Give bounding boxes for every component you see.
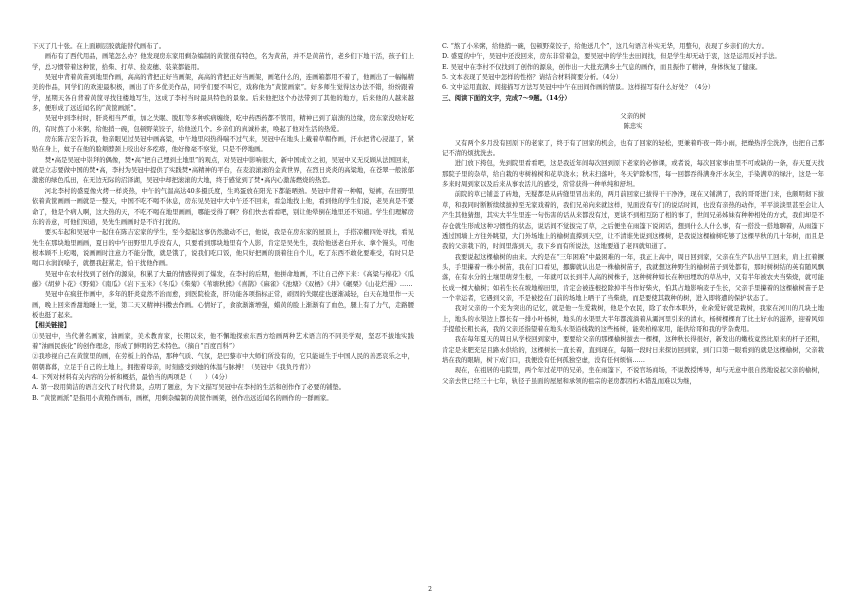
article-para-3: 前院的草已铺盖了砖地，无疑都是从砖缝里冒出来的，两月前回家已拔得干干净净，现在又铺满了，我的哥哥进门来，也颇明彻下拔草，和我同时断断续续拔掉至无家戏着的，我们兄弟向来就这样，见面没有专门的说话时间，也没有亲热的动作，平平淡淡里甚至会让人产生其他猜想，其实大半生里连一句伤害的话从来都没有过，更谈不到相互防了相的事了，世间兄弟姊妹有种种相处的方式，我们却是不存仓就生形成这种习惯性的状态，说话间不觉拔完了草，之后便坐在雨篷下说闲话，想到什么人什么事，有一搭没一搭地聊着，从雨篷下透过国墙上方往外眺望，大门外场地上的榆树直撑到天空，让不清谁先说到这棵树，是我说这棵榆树吃够了这棵早秋的几十年树，而且是我的父亲栽下的，时间里落到天，我下乡而有所说法，这地要通了老四就知道了。 <box>442 191 824 251</box>
left-para-2: 吴冠中背着黄苗到地里作画，高高的背把正好当画架，高高的背把正好当画架，画笔什么的，连画箱都用不着了，他画出了一幅幅精美的作品，同学们的欢迎最积极，画出了许多优美作品，同学们要不叫它，戏称他为“黄筐画家”。好多师生觉得这办法不错，纷纷跟着学，星期天各自背着黄筐寻找往楼地写生，这成了李村当时最具特色的景象。后来他把这个办法带到了其他的地方，后来他的人越来越多，便形成了远近闻名的“黄筐画派”。 <box>32 74 414 113</box>
question-6: 6. 文中运用直叙、间接描写方法写吴冠中中午在田间作画的情景。这样描写有什么好处？（4分） <box>442 84 715 92</box>
q4-option-e: E. 吴冠中在李村不仅找到了创作的源泉，创作出一大批充满乡土气息的画作，而且振作了精神，身体恢复了健康。 <box>442 63 762 71</box>
page-number: 2 <box>428 586 432 593</box>
left-para-1: 画布有了西代用品，画笔怎么办？他发现房东家用剩杂编制的黄筐很有特色，名为黄苗，并不是黄苗竹，老乡们下地干活，孩子们上学，总习惯带着这种筐，拾柴、打草、捡麦穗、装菜都能用。 <box>32 53 414 71</box>
left-column <box>32 42 414 404</box>
left-para-9: 吴冠中在疯狂作画中，多年的肝炎竟然不治而愈，到医院检查，肝功能各项指标正常，顽固的失眠症也逐渐减轻，白天在地里作一天画，晚上回来香甜地睡上一觉，第二天又精神抖擞去作画。心情好了，食欲渐渐增强，蜡黄的脸上渐渐有了血色，腿上有了力气，走路腰板也挺了起来。 <box>32 291 414 319</box>
left-para-7: 要买车起和吴冠中一起住在陈吉宏家的学生，至今提起这事仍然激动不已，他说，我是在房东家的屋顶上，手搭凉棚四处寻找，看见先生在那块地里画画，夏日的中午田野里几乎没有人，只要看到那块地里有个人影，肯定是吴先生，我给他送老白开水、拿个馒头，可他根本顾不上吃喝，说画画时注意力不能分散，就是饿了，说我们吃口饭，他只好把画的顶着往自个儿，吃了东西不敢化要难受，有时只是喝口水润润嗓子，就摆我赶紧走，怕干扰他作画。 <box>32 229 414 268</box>
left-para-8: 吴冠中在农村找到了创作的源泉，积累了大量的情感得到了爆发，在李村的后期，他拼命地画，不让自己停下来：《高粱与棉花》《瓜藤》《胡萝卜花》《野菊》《南瓜》《岩下玉米》《冬瓜》《柴菊》《苇塘秋熊》《喜鹊》《麻雀》《池塘》《双栖》《井》《碾栗》《山花烂漫》…… <box>32 270 414 288</box>
article-para-4: 我要说起这棵榆树的由来。大约是在“三年困难”中最困难的一年，我正上高中，周日回到家，父亲在生产队出早工回来，肩上扛着撅头，手里攥着一株小树苗，我在门口看见，挪脚就认出是一株榆树苗子，我就想这种野生的榆树苗子到处都有，那时树树结的英有随风飘落，在有水分的土壤里萌芽生根，一年就可以长到半人高的树株子，这种树种如长在种田埋坎的草丛中，又有半年被农夫当柴烧，就可能长成一棵大榆树；如若生长在坡地棉田里，肯定会被连根挖除掉半当作好柴火，怕其占地影响麦子生长，父亲手里攥着的这棵榆树苗子是一个幸运者，它遇到父亲，不是被挖在门前的场地上晒干了当柴烧，而是要使其栽种的树，进入即将遭的保护状态了。 <box>442 253 824 302</box>
question-5: 5. 文本表现了吴冠中怎样的性格？请结合材料简要分析。（4分） <box>442 74 623 82</box>
left-para-3: 吴冠中到李村时，肝炎相当严重，加之失眠、脱肛等多种疾病缠绕，吃中药西药都不管用，精神已到了崩溃的边缘，房东家没啥好吃的，有时熬了小米粥，给他捎一碗，包顿野菜饺子，给他送几个。乡亲们的真诚朴素，唤起了他对生活的热爱。 <box>32 115 414 133</box>
section-3-heading: 三、阅读下面的文字，完成7～9题。（14分） <box>442 94 571 102</box>
q4-option-d: D. 盛夏的中午，吴冠中还没回来，房东非常着急，要吴冠中的学生去田间找，但是学生却无动于衷，这是运用反衬手法。 <box>442 53 781 61</box>
left-para-6: 河北李村的盛夏像火烤一样炎热，中午的气温高达40多摄氏度，生鸡蛋放在阳光下都能晒熟。吴冠中背着一种帽，短裤，在田野里依着黄筐画画一画就是一整天，中国不吃不喝不休息，房东见吴冠中大中午还不回来，看急地找上他，看到他的学生们说，老吴真是不要命了，他是个病人啊，这大热的天，不吃不喝在地里画画，哪能受得了啊？你们快去看看吧，别让他晕倒在地里还不知道。学生们理解房东的善意，可他们知道，吴先生画画时是不许打扰的。 <box>32 187 414 226</box>
article-para-2: 进门放下挎包，先到院里看看吧，这是我近年间每次回到原下老家的必修课，或者说，每次回家事由里不可或缺的一条，春天夏天找那院子里的杂草，给自栽的枣树棉树和花草浇水；秋末扫落叶，冬天铲除积雪，每一回都吞得满身汗水灰尘，手染满草的绿汁，这是一年多来时周到家以及后来从事农活儿的感受，常常获得一种单纯和舒坦。 <box>442 160 824 189</box>
article-para-7: 现在，在祖居的屯院里，两个年过花甲的兄弟，坐在雨篷下，不说官场商场，不说教授博导，却与无意中很自然地说起父亲的榆树，父亲去世已经三十七年，轨径子虽面的屋屋和承领的祖宗的老房都因朽木错乱而难以为继， <box>442 367 824 385</box>
q4-option-b: B. “黄筐画派”是指用小黄粮作画布，画框，用剩杂编制的黄筐作画架，创作出远近闻名的画作的一群画家。 <box>32 394 333 402</box>
article-author: 陈忠实 <box>623 123 643 131</box>
left-para-0: 下灭了几十张。在上面刷层胶就能替代画布了。 <box>32 43 166 50</box>
question-4: 4. 下列对材料有关内容的分析和概括，最恰当的两项是（ ）（4分） <box>32 374 232 381</box>
article-title: 父亲的树 <box>620 113 646 121</box>
q4-option-a: A. 第一段用简洁的语言交代了时代背景，点明了题意，为下文描写吴冠中在李村的生活和创作作了必要的铺垫。 <box>32 384 346 392</box>
q4-option-c: C. “熬了小米粥，给他捎一碗，包顿野菜饺子，给他送几个”，这几句语言朴实无华，用整句，表现了乡亲们的大方。 <box>442 43 768 50</box>
related-link-2: ②我珍视自己在黄筐里的画，在劳板上的作品，那种气质、气氛，是巴黎市中大师们所没有的，它只能诞生于中国人民的善恶哀乐之中，朝朝暮暮，立足于自己的土地上，拥抱着母亲，时刻感受到她的体温与脉搏！（吴冠中《我负丹青》） <box>32 353 414 371</box>
article-para-6: 我在每年夏天的周日从学校回到家中，要要给父亲的那棵榆树拔去一棵棵，这种秋长得很好，新发出的嫩枝竟然比原来的杆子还粗，肯定是来肥充足且路水供给的，这棵树长一直长着，直到现在，每隔一段时日来探访回到家，到门口第一眼看到的就是这棵榆树，父亲栽培在我的眼睛，树下成门口，我便没有任何孤独空虚，没有任何烦恼…… <box>442 336 824 364</box>
left-para-4: 房东陈吉宏告诉我，他亲眼见过吴冠中画高粱，中午地里闷热得喘不过气来，吴冠中在地头上戴着草帽作画，汗水把背心浸湿了，紧贴在身上，蚊子在他的脸颊脖颈上咬出好多疙瘩，他好像毫不察觉，只是不停地画。 <box>32 136 414 154</box>
right-column <box>442 42 824 387</box>
left-para-5: 焚•高是吴冠中崇拜的偶像，焚•高“把自己埋到土地里”的观点，对吴冠中影响很大，新中国成立之初，吴冠中又无反顾从法国回来，就是立志要做中国的焚•高，李村为吴冠中提供了实践焚•高精神的平台，在麦浪滚滚的金黄世界，在烈日炎炎的高粱地，在苍翠一般浓郁激密的绿色瓜田，在无边无际的沼泽湖，吴冠中却把滚滚的大地，终于感觉到了焚•高内心激荡燃烧的热恋。 <box>32 156 414 185</box>
article-para-5: 我对父亲的一个充为突出的记忆，就是他一生爱栽树，他是个农民，除了农作本职外，业余爱好就是栽树，我家在河川的几块土地上，地头的水渠边上都长有一排小叶杨树，地头的水渠里大半年都流淌着从灞河里引来的清水，杨树棵棵育了比土好水的滋养，迎着风如手提般长粗长高，我的父亲还指望着在地头水渠沿线栽的这些杨树，能卖柏棉家用，能供给哥和我的学杂费用。 <box>442 305 824 333</box>
article-para-1: 又有两个多月没有回原下的老家了，终于有了回家的机会，也有了回家的轻松，更兼着昨夜一阵小雨，把燥热浮尘洗净，也把自己那记不清的烦扰洗去。 <box>442 139 824 158</box>
related-link-1: ①吴冠中，当代著名画家，油画家，美术教育家，长期以来，他不懈地探索东西方绘画两种艺术语言的不同美学观，坚忍不拔地实践着“油画民族化”的创作理念，形成了鲜明的艺术特色。（摘自“百度百科”） <box>32 332 414 350</box>
related-links-title: 【相关链接】 <box>32 322 71 330</box>
